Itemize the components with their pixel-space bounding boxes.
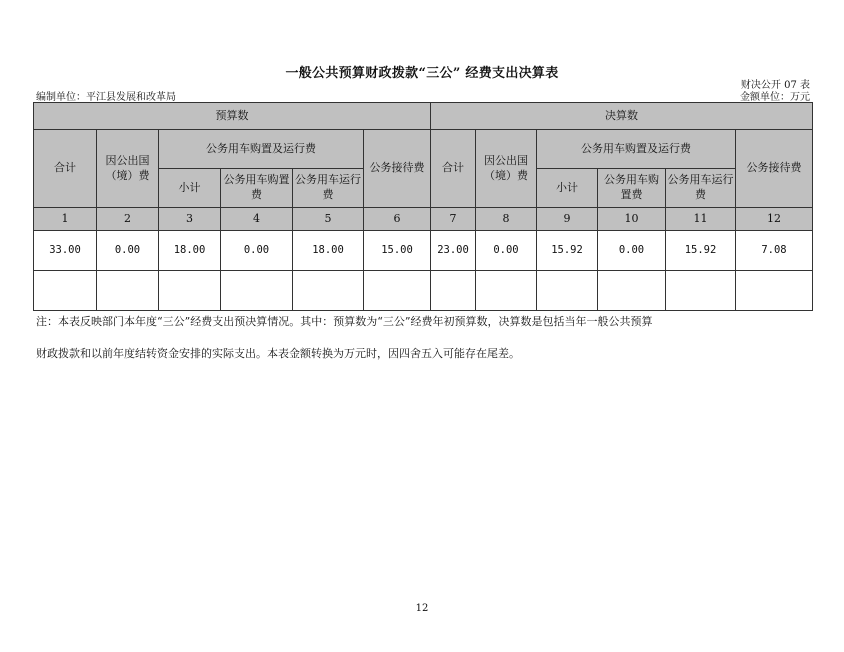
budget-reception-value: 15.00 xyxy=(364,231,431,271)
amount-unit: 金额单位：万元 xyxy=(740,92,810,103)
final-abroad-header: 因公出国（境）费 xyxy=(476,130,537,208)
empty-cell xyxy=(537,271,598,311)
column-number: 10 xyxy=(598,208,666,231)
report-title: 一般公共预算财政拨款“三公” 经费支出决算表 xyxy=(285,66,559,81)
table-note-line-2: 财政拨款和以前年度结转资金安排的实际支出。本表金额转换为万元时，因四舍五入可能存在尾差。 xyxy=(36,347,520,360)
unit-row xyxy=(36,88,810,102)
budget-reception-header: 公务接待费 xyxy=(364,130,431,208)
compiling-unit: 编制单位：平江县发展和改革局 xyxy=(36,92,176,103)
empty-cell xyxy=(476,271,537,311)
empty-cell xyxy=(736,271,813,311)
budget-total-value: 33.00 xyxy=(34,231,97,271)
empty-cell xyxy=(293,271,364,311)
empty-row xyxy=(34,271,813,311)
final-total-value: 23.00 xyxy=(431,231,476,271)
column-number: 5 xyxy=(293,208,364,231)
empty-cell xyxy=(159,271,221,311)
empty-cell xyxy=(221,271,293,311)
column-number: 8 xyxy=(476,208,537,231)
empty-cell xyxy=(364,271,431,311)
final-vehicle-subtotal-value: 15.92 xyxy=(537,231,598,271)
budget-subtotal-header: 小计 xyxy=(159,169,221,208)
column-number: 4 xyxy=(221,208,293,231)
budget-vehicle-subtotal-value: 18.00 xyxy=(159,231,221,271)
empty-cell xyxy=(666,271,736,311)
form-number: 财决公开 07 表 xyxy=(740,80,810,91)
budget-vehicle-running-value: 18.00 xyxy=(293,231,364,271)
empty-cell xyxy=(431,271,476,311)
final-reception-header: 公务接待费 xyxy=(736,130,813,208)
final-purchase-header: 公务用车购置费 xyxy=(598,169,666,208)
column-number: 12 xyxy=(736,208,813,231)
budget-total-header: 合计 xyxy=(34,130,97,208)
final-header: 决算数 xyxy=(431,103,813,130)
budget-header: 预算数 xyxy=(34,103,431,130)
column-number: 7 xyxy=(431,208,476,231)
final-total-header: 合计 xyxy=(431,130,476,208)
final-vehicle-purchase-value: 0.00 xyxy=(598,231,666,271)
column-number: 1 xyxy=(34,208,97,231)
page-number: 12 xyxy=(415,603,429,614)
budget-purchase-header: 公务用车购置费 xyxy=(221,169,293,208)
empty-cell xyxy=(97,271,159,311)
column-number: 11 xyxy=(666,208,736,231)
column-number: 3 xyxy=(159,208,221,231)
budget-abroad-value: 0.00 xyxy=(97,231,159,271)
budget-abroad-header: 因公出国（境）费 xyxy=(97,130,159,208)
header-row-2 xyxy=(34,130,813,169)
empty-cell xyxy=(598,271,666,311)
column-number: 6 xyxy=(364,208,431,231)
table-note-line-1: 注：本表反映部门本年度“三公”经费支出预决算情况。其中：预算数为“三公”经费年初预算数，决算数是包括当年一般公共预算 xyxy=(36,315,653,328)
table-row xyxy=(34,231,813,271)
three-public-expenditure-table xyxy=(33,102,813,311)
column-number: 9 xyxy=(537,208,598,231)
column-number-row xyxy=(34,208,813,231)
column-number: 2 xyxy=(97,208,159,231)
final-reception-value: 7.08 xyxy=(736,231,813,271)
header-row-1 xyxy=(34,103,813,130)
final-vehicle-running-value: 15.92 xyxy=(666,231,736,271)
budget-vehicle-purchase-value: 0.00 xyxy=(221,231,293,271)
budget-running-header: 公务用车运行费 xyxy=(293,169,364,208)
final-vehicle-header: 公务用车购置及运行费 xyxy=(537,130,736,169)
final-running-header: 公务用车运行费 xyxy=(666,169,736,208)
budget-vehicle-header: 公务用车购置及运行费 xyxy=(159,130,364,169)
final-subtotal-header: 小计 xyxy=(537,169,598,208)
final-abroad-value: 0.00 xyxy=(476,231,537,271)
empty-cell xyxy=(34,271,97,311)
